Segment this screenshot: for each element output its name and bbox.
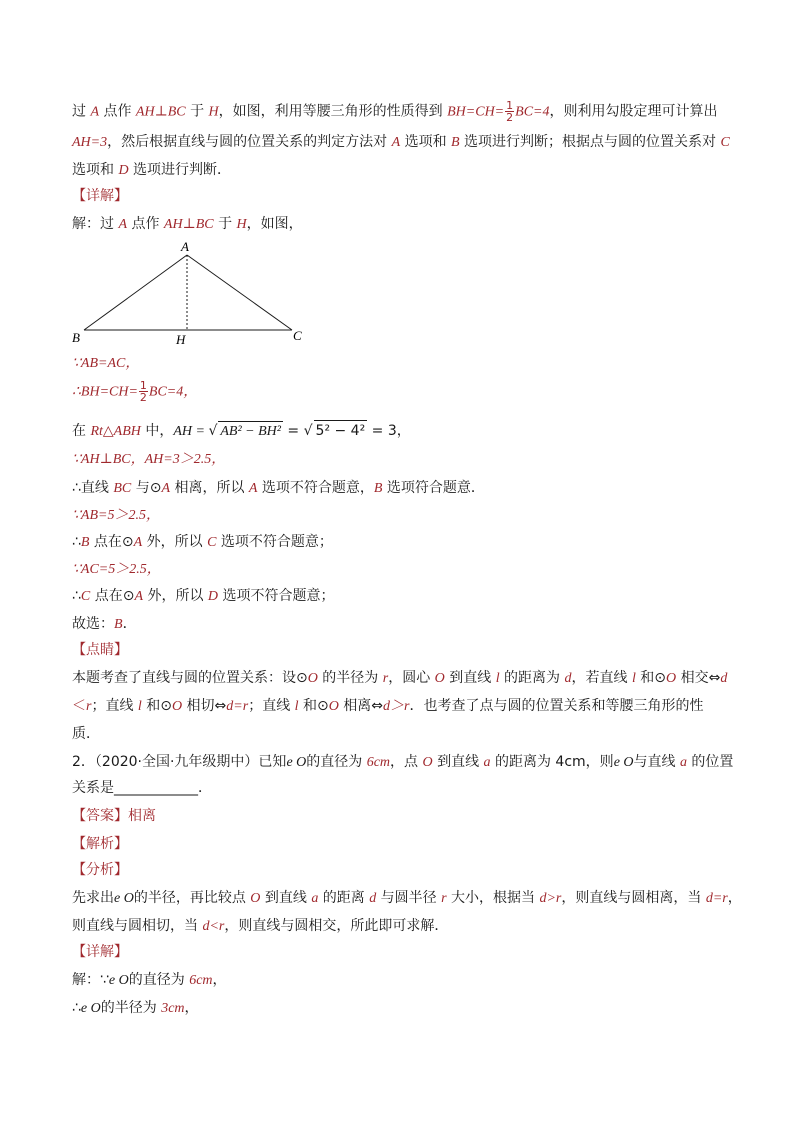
step-3: 在 Rt△ABH 中，AH = √ AB² − BH² = √ 5² − 4² = 3， (72, 420, 411, 442)
step-5: ∴直线 BC 与⊙A 相离，所以 A 选项不符合题意，B 选项符合题意． (72, 480, 485, 496)
section-detail-heading-2: 【详解】 (72, 944, 128, 960)
comment-line-1: 本题考查了直线与圆的位置关系：设⊙O 的半径为 r，圆心 O 到直线 l 的距离为 d，若直线 l 和⊙O 相交⇔d (72, 670, 728, 686)
section-detail-heading: 【详解】 (72, 188, 128, 204)
step-7: ∴B 点在⊙A 外，所以 C 选项不符合题意； (72, 534, 333, 550)
fenxi-line-1: 先求出e O的半径，再比较点 O 到直线 a 的距离 d 与圆半径 r 大小，根据当 d>r，则直线与圆相离，当 d=r， (72, 890, 742, 906)
step-9: ∴C 点在⊙A 外，所以 D 选项不符合题意； (72, 588, 335, 604)
question-2-line-2: 关系是____________． (72, 780, 212, 796)
detail2-line-1: 解：∵e O的直径为 6cm， (72, 972, 227, 988)
step-2: ∴BH=CH= $\frac{1}{2}$ BC=4， (72, 379, 198, 404)
comment-line-3: 质． (72, 726, 100, 742)
step-6: ∵AB=5＞2.5， (72, 508, 160, 523)
answer-line: 【答案】相离 (72, 808, 156, 824)
fenxi-heading: 【分析】 (72, 862, 128, 878)
fraction-one-half-2: $\frac{1}{2}$ (139, 379, 147, 404)
question-2-line-1: 2．（2020·全国·九年级期中）已知e O的直径为 6cm，点 O 到直线 a 的距离为 4cm，则e O与直线 a 的位置 (72, 754, 734, 770)
segment-ac (187, 255, 292, 330)
triangle-figure (72, 240, 312, 350)
section-comment-heading: 【点睛】 (72, 642, 128, 658)
analysis-line-3: 选项和 D 选项进行判断． (72, 162, 232, 178)
segment-ab (84, 255, 187, 330)
solution-line-1: 解：过 A 点作 AH⊥BC 于 H，如图， (72, 216, 303, 232)
step-10: 故选：B． (72, 616, 137, 632)
step-1: ∵AB=AC， (72, 356, 140, 371)
fraction-one-half: $\frac{1}{2}$ (506, 99, 514, 124)
comment-line-2: ＜r；直线 l 和⊙O 相切⇔d=r；直线 l 和⊙O 相离⇔d＞r．也考查了点与圆的位置关系和等腰三角形的性 (72, 698, 704, 714)
fenxi-line-2: 则直线与圆相切，当 d<r，则直线与圆相交，所此即可求解． (72, 918, 449, 934)
detail2-line-2: ∴e O的半径为 3cm， (72, 1000, 199, 1016)
label-a: A (181, 240, 189, 254)
analysis-heading: 【解析】 (72, 836, 128, 852)
analysis-line-1: 过 A 点作 AH⊥BC 于 H，如图，利用等腰三角形的性质得到 BH=CH= $\frac{1}{2}$ BC=4，则利用勾股定理可计算出 (72, 99, 718, 124)
label-c: C (293, 328, 302, 343)
label-b: B (72, 330, 80, 345)
step-8: ∵AC=5＞2.5， (72, 562, 161, 577)
step-4: ∵AH⊥BC，AH=3＞2.5， (72, 452, 226, 467)
analysis-line-2: AH=3，然后根据直线与圆的位置关系的判定方法对 A 选项和 B 选项进行判断；根据点与圆的位置关系对 C (72, 134, 730, 150)
label-h: H (176, 332, 186, 347)
